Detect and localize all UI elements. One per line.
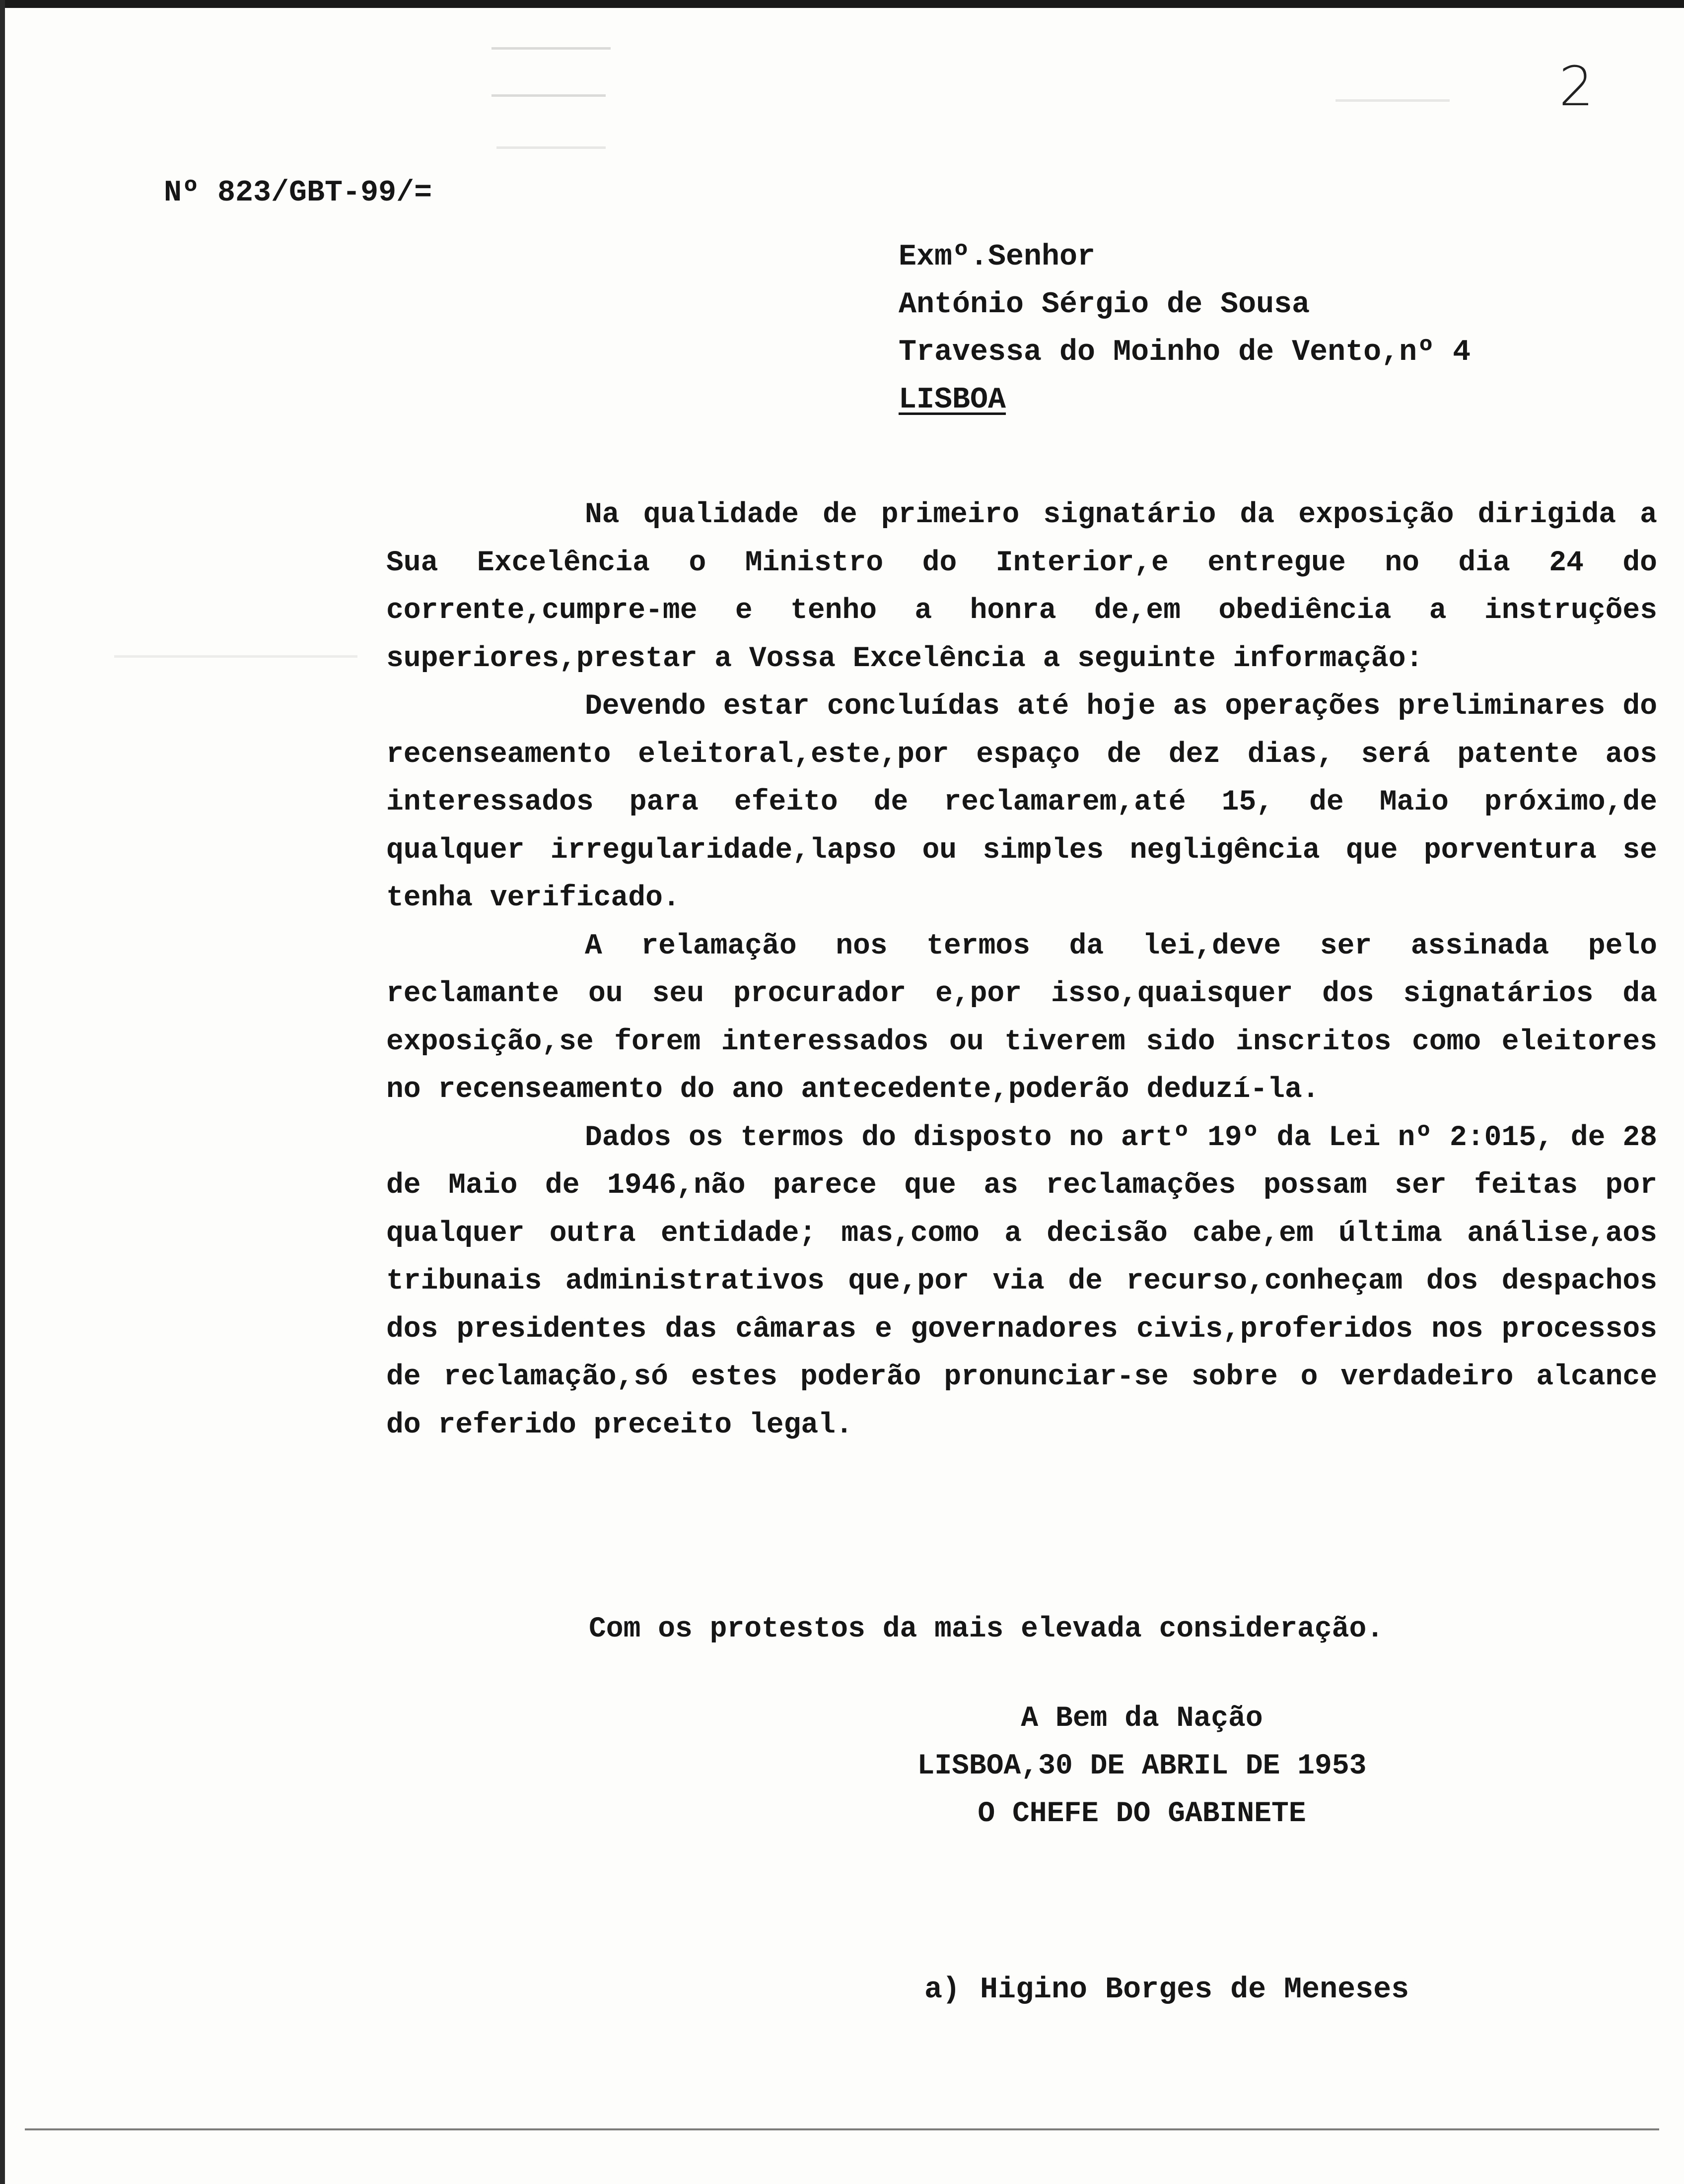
scan-edge-top [0, 0, 1684, 8]
page-number: 2 [1559, 55, 1594, 118]
addressee-salutation: Exmº.Senhor [899, 240, 1096, 274]
reference-number: Nº 823/GBT-99/= [164, 176, 432, 210]
scan-edge-bottom [25, 2128, 1659, 2130]
scan-smudge [496, 146, 606, 149]
body-paragraph-3: A relamação nos termos da lei,deve ser assinada pelo reclamante ou seu procurador e,por isso,quaisquer dos signatários da exposição,se forem interessados ou tiverem sido inscritos como eleitores no recenseamento do ano antecedente,poderão deduzí-la. [386, 930, 1657, 1106]
body-paragraph-1: Na qualidade de primeiro signatário da exposição dirigida a Sua Excelência o Ministro do Interior,e entregue no dia 24 do corrente,cumpre-me e tenho a honra de,em obediência a instruções superiores,prestar a Vossa Excelência a seguinte informação: [386, 499, 1657, 675]
body-paragraph-2: Devendo estar concluídas até hoje as operações preliminares do recenseamento eleitoral,este,por espaço de dez dias, será patente aos interessados para efeito de reclamarem,até 15, de Maio próximo,de qualquer irregularidade,lapso ou simples negligência que porventura se tenha verificado. [386, 690, 1657, 914]
addressee-city: LISBOA [899, 383, 1006, 417]
signature-mark: a) [924, 1973, 961, 2007]
closing-line: Com os protestos da mais elevada consideração. [589, 1613, 1384, 1645]
addressee-block [899, 233, 1471, 424]
signature-line [924, 1973, 1409, 2007]
letter-body [386, 491, 1657, 1449]
place-date: LISBOA,30 DE ABRIL DE 1953 [917, 1750, 1367, 1782]
body-paragraph-4: Dados os termos do disposto no artº 19º da Lei nº 2:015, de 28 de Maio de 1946,não parece que as reclamações possam ser feitas por qualquer outra entidade; mas,como a decisão cabe,em última análise,aos tribunais administrativos que,por via de recurso,conheçam dos despachos dos presidentes das câmaras e governadores civis,proferidos nos processos de reclamação,só estes poderão pronunciar-se sobre o verdadeiro alcance do referido preceito legal. [386, 1121, 1657, 1441]
addressee-street: Travessa do Moinho de Vento,nº 4 [899, 336, 1471, 369]
scan-smudge [114, 655, 357, 658]
scan-smudge [491, 94, 606, 97]
office-title: O CHEFE DO GABINETE [978, 1798, 1306, 1830]
scan-smudge [1335, 99, 1450, 102]
scan-edge-left [0, 0, 5, 2184]
motto: A Bem da Nação [1021, 1703, 1263, 1735]
signatory-name: Higino Borges de Meneses [980, 1973, 1409, 2007]
scan-smudge [491, 47, 611, 50]
addressee-name: António Sérgio de Sousa [899, 288, 1310, 322]
signature-block [844, 1695, 1440, 1838]
